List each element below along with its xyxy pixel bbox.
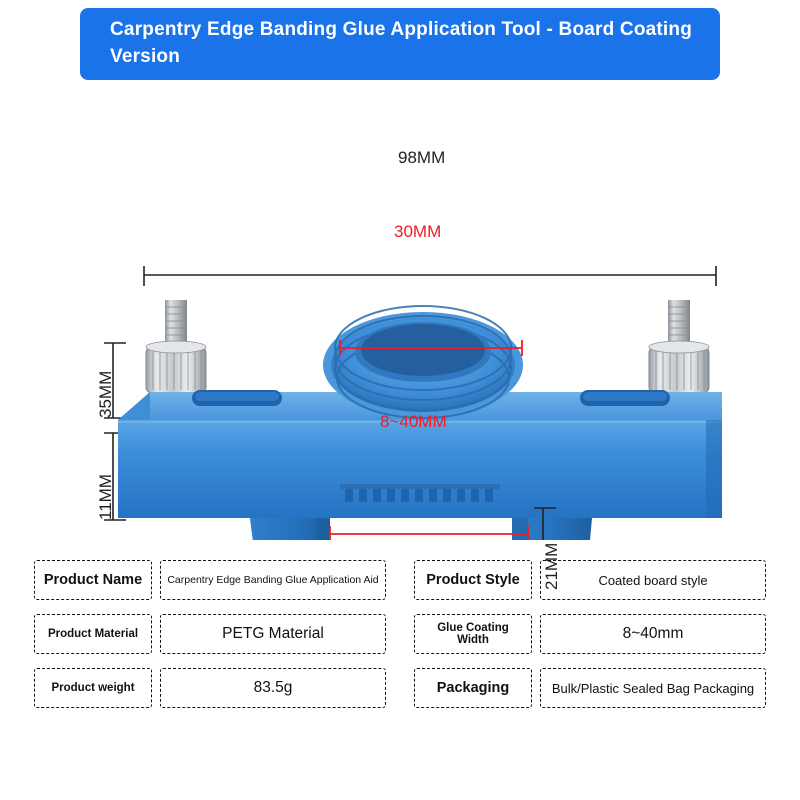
page-title: Carpentry Edge Banding Glue Application Tool - Board Coating Version <box>110 19 693 67</box>
spec-value: Carpentry Edge Banding Glue Application Aid <box>160 560 386 600</box>
spec-value: Bulk/Plastic Sealed Bag Packaging <box>540 668 766 708</box>
spec-row <box>34 614 386 654</box>
dimension-label-21mm: 21MM <box>542 542 561 590</box>
spec-key: Packaging <box>414 668 532 708</box>
right-thumb-screw <box>649 300 709 393</box>
dimension-label-30mm: 30MM <box>394 222 442 241</box>
specs-column-left <box>34 560 386 708</box>
dimension-label-11mm: 11MM <box>96 474 115 520</box>
spec-key: Product Style <box>414 560 532 600</box>
dimension-label-35mm: 35MM <box>96 370 115 418</box>
dimension-label-98mm: 98MM <box>398 148 446 167</box>
specs-column-right <box>414 560 766 708</box>
left-leg <box>250 518 330 540</box>
specifications-table <box>34 560 766 708</box>
header-banner <box>80 8 720 80</box>
spec-key: Product Material <box>34 614 152 654</box>
dimension-width-98mm <box>144 266 716 286</box>
spec-row <box>34 560 386 600</box>
right-adjust-slot <box>580 390 670 406</box>
spec-key: Product weight <box>34 668 152 708</box>
spec-value: 8~40mm <box>540 614 766 654</box>
spec-value: Coated board style <box>540 560 766 600</box>
spec-key: Product Name <box>34 560 152 600</box>
left-adjust-slot <box>192 390 282 406</box>
dimension-coating-8-40mm <box>330 526 528 540</box>
serrated-teeth <box>340 484 500 502</box>
spec-row <box>414 614 766 654</box>
dimension-label-8-40mm: 8~40MM <box>380 412 447 431</box>
threaded-center-hole <box>323 306 523 418</box>
spec-row <box>34 668 386 708</box>
spec-key: Glue Coating Width <box>414 614 532 654</box>
spec-value: PETG Material <box>160 614 386 654</box>
left-thumb-screw <box>146 300 206 393</box>
right-leg <box>512 518 592 540</box>
spec-value: 83.5g <box>160 668 386 708</box>
spec-row <box>414 668 766 708</box>
spec-row <box>414 560 766 600</box>
